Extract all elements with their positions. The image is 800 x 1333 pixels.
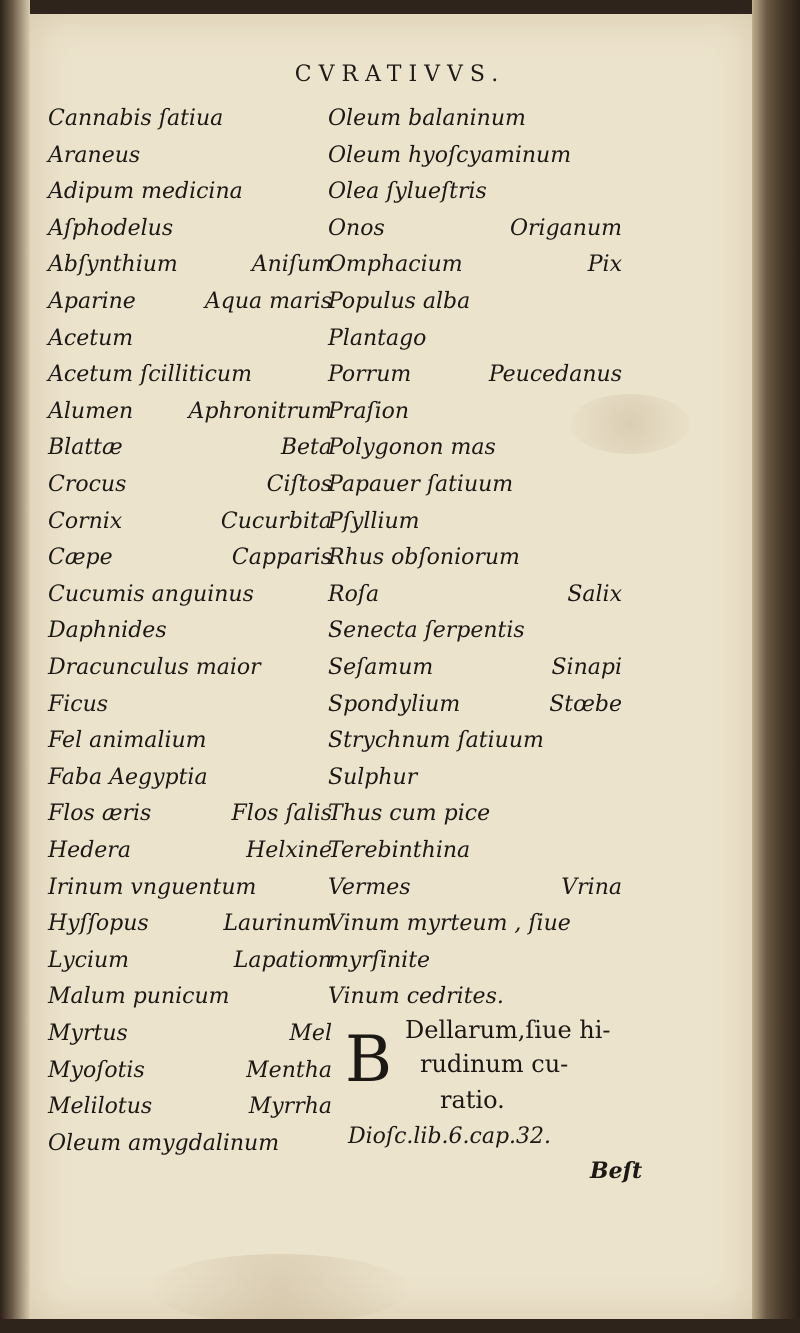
entry-term: Aſphodelus — [48, 215, 174, 241]
entry-term: Daphnides — [48, 618, 167, 644]
entry-term-secondary: Pix — [587, 252, 622, 278]
entry-term-secondary: Salix — [567, 581, 622, 607]
section-heading-line1: Dellarum,ſiue hi- — [405, 1016, 611, 1044]
entry-term: Omphacium — [328, 252, 463, 278]
entry-term-secondary: Capparis — [231, 545, 332, 571]
entry-term: Onos — [328, 215, 385, 241]
entry-term: Hyſſopus — [48, 911, 149, 937]
entry-term-secondary: Helxine — [246, 838, 332, 863]
entry-term: Porrum — [328, 362, 412, 388]
entry-term-secondary: Stœbe — [549, 691, 622, 717]
section-reference: Dioſc.lib.6.cap.32. — [348, 1124, 552, 1149]
entry-term: Fel animalium — [48, 728, 207, 754]
book-right-edge — [752, 0, 800, 1333]
entry-term: Strychnum ſatiuum — [328, 728, 544, 754]
entry-term: Vinum cedrites. — [328, 984, 504, 1010]
entry-term-secondary: Lapation — [233, 947, 332, 973]
entry-term: Thus cum pice — [328, 801, 491, 827]
entry-term-secondary: Flos ſalis — [231, 801, 332, 827]
book-bottom-edge — [0, 1319, 800, 1333]
entry-term: Oleum hyoſcyaminum — [328, 142, 572, 168]
entry-term: Cucumis anguinus — [48, 581, 254, 607]
entry-term-secondary: Vrina — [561, 874, 622, 900]
paper-stain — [570, 394, 690, 454]
section-heading-line3: ratio. — [440, 1086, 505, 1114]
entry-term: Myoſotis — [48, 1057, 145, 1083]
catchword: Beſt — [590, 1158, 643, 1184]
entry-term: Alumen — [48, 398, 134, 424]
entry-term: Oleum amygdalinum — [48, 1130, 280, 1156]
entry-term: Ficus — [48, 691, 109, 717]
entry-term: Sulphur — [328, 764, 418, 790]
entry-term: Malum punicum — [48, 984, 230, 1010]
entry-term: Hedera — [48, 838, 131, 863]
entry-term: Papauer ſatiuum — [328, 472, 514, 497]
entry-term: Lycium — [48, 947, 130, 973]
entry-term: Melilotus — [48, 1094, 153, 1120]
entry-term: Pſyllium — [328, 508, 420, 534]
entry-term: Dracunculus maior — [48, 655, 261, 680]
entry-term: Senecta ſerpentis — [328, 618, 525, 644]
drop-cap-initial: B — [345, 1023, 393, 1097]
entry-term-secondary: Sinapi — [551, 655, 622, 680]
entry-term-secondary: Aniſum — [251, 252, 332, 278]
entry-term-secondary: Cucurbita — [220, 508, 332, 534]
page-header: CVRATIVVS. — [294, 62, 506, 87]
entry-term: Acetum ſcilliticum — [48, 362, 252, 388]
entry-term-secondary: Mel — [289, 1021, 332, 1046]
entry-term: Blattæ — [48, 435, 123, 461]
entry-term: Populus alba — [328, 289, 471, 314]
entry-term: Cornix — [48, 508, 123, 534]
entry-term: Vinum myrteum , ſiue — [328, 911, 571, 937]
entry-term: Spondylium — [328, 691, 461, 717]
entry-term: Plantago — [328, 325, 427, 351]
entry-term: Acetum — [48, 325, 134, 351]
entry-term: Praſion — [328, 398, 410, 424]
entry-term: myrſinite — [328, 947, 431, 973]
entry-term-secondary: Origanum — [510, 215, 622, 241]
entry-term: Flos æris — [48, 801, 152, 827]
entry-term: Adipum medicina — [48, 179, 243, 205]
entry-term: Terebinthina — [328, 838, 471, 863]
entry-term: Rhus obſoniorum — [328, 545, 520, 571]
entry-term-secondary: Beta — [280, 435, 332, 461]
entry-term: Irinum vnguentum — [48, 874, 257, 900]
book-left-edge — [0, 0, 30, 1333]
entry-term: Polygonon mas — [328, 435, 496, 461]
entry-term: Seſamum — [328, 655, 434, 680]
entry-term-secondary: Laurinum — [223, 911, 332, 937]
entry-term: Aparine — [48, 289, 136, 314]
entry-term: Crocus — [48, 472, 127, 497]
entry-term-secondary: Ciſtos — [266, 472, 332, 497]
entry-term: Roſa — [328, 581, 380, 607]
entry-term: Myrtus — [48, 1021, 128, 1046]
entry-term: Cannabis ſatiua — [48, 106, 224, 131]
entry-term-secondary: Aqua maris — [204, 289, 332, 314]
entry-term: Olea ſylueſtris — [328, 179, 487, 205]
entry-term-secondary: Mentha — [246, 1057, 332, 1083]
paper-stain — [150, 1254, 410, 1324]
section-heading-line2: rudinum cu- — [420, 1050, 569, 1078]
entry-term: Cæpe — [48, 545, 113, 571]
entry-term: Oleum balaninum — [328, 106, 526, 131]
entry-term-secondary: Myrrha — [248, 1094, 332, 1120]
entry-term: Faba Aegyptia — [48, 764, 208, 790]
entry-term-secondary: Aphronitrum — [188, 398, 332, 424]
entry-term: Vermes — [328, 874, 411, 900]
entry-term: Abſynthium — [48, 252, 178, 278]
book-top-edge — [0, 0, 800, 14]
entry-term-secondary: Peucedanus — [488, 362, 622, 388]
entry-term: Araneus — [48, 142, 141, 168]
